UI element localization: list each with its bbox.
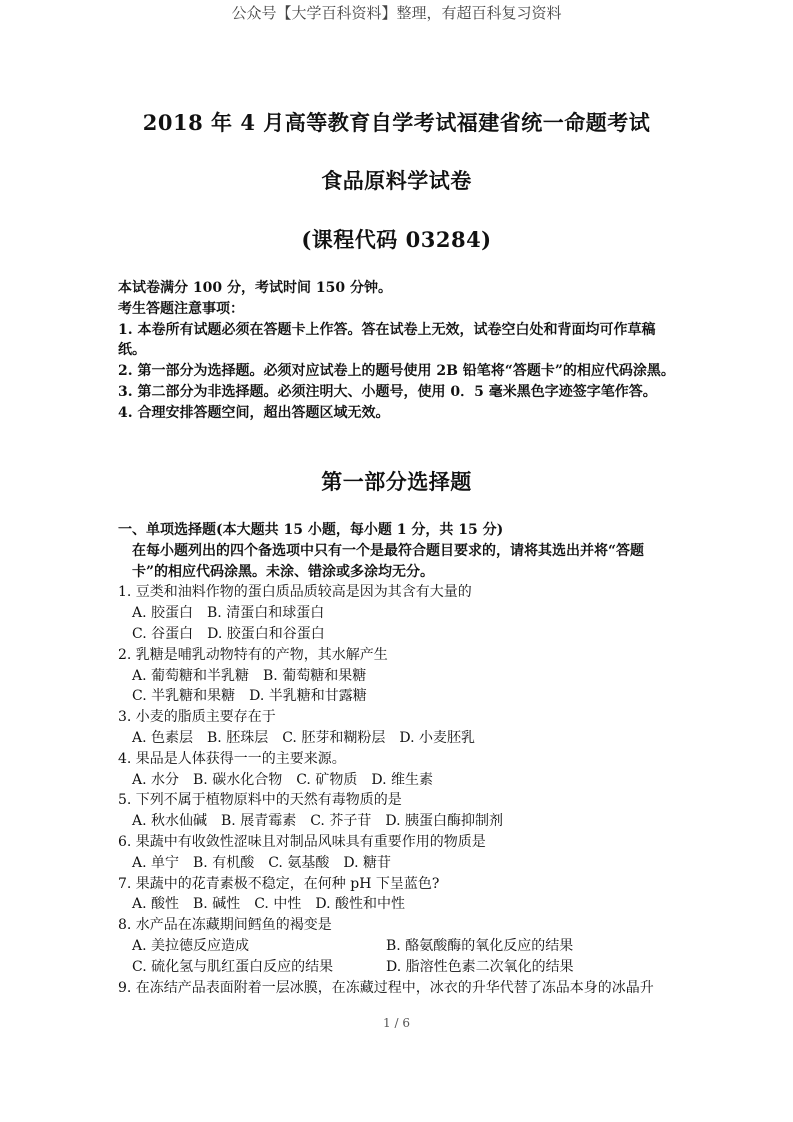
instruction-line: 3. 第二部分为非选择题。必须注明大、小题号，使用 0．5 毫米黑色字迹签字笔作答。 (118, 383, 657, 400)
answer-option: D. 维生素 (371, 771, 433, 788)
question-stem: 8. 水产品在冻藏期间鳕鱼的褐变是 (118, 917, 332, 934)
option-row (118, 666, 678, 687)
answer-option: A. 色素层 (132, 729, 194, 746)
answer-option: A. 胶蛋白 (132, 605, 194, 622)
section-description: 在每小题列出的四个备选项中只有一个是最符合题目要求的，请将其选出并将“答题卡”的相应代码涂黑。未涂、错涂或多涂均无分。 (132, 542, 645, 580)
instruction-line: 4. 合理安排答题空间，超出答题区域无效。 (118, 404, 390, 421)
answer-option: D. 小麦胚乳 (399, 729, 475, 746)
option-row (118, 728, 678, 749)
answer-option: A. 酸性 (132, 896, 180, 913)
question-stem: 6. 果蔬中有收敛性涩味且对制品风味具有重要作用的物质是 (118, 833, 486, 850)
instruction-line: 1. 本卷所有试题必须在答题卡上作答。答在试卷上无效，试卷空白处和背面均可作草稿纸。 (118, 321, 656, 359)
option-row (118, 811, 678, 832)
option-row (118, 624, 678, 645)
answer-option: D. 糖苷 (343, 854, 391, 871)
answer-option: C. 硫化氢与肌红蛋白反应的结果 (132, 958, 334, 975)
question-list (118, 582, 678, 998)
option-row (118, 894, 678, 915)
answer-option: B. 清蛋白和球蛋白 (207, 605, 325, 622)
answer-option: C. 氨基酸 (268, 854, 330, 871)
course-code: (课程代码 03284) (301, 227, 492, 252)
answer-option: A. 葡萄糖和半乳糖 (132, 667, 250, 684)
answer-option: C. 半乳糖和果糖 (132, 688, 236, 705)
answer-option: D. 酸性和中性 (315, 896, 405, 913)
question-area (118, 520, 678, 998)
page-number: 1 / 6 (383, 1016, 410, 1030)
option-row (118, 603, 678, 624)
answer-option: A. 水分 (132, 771, 180, 788)
question-stem: 4. 果品是人体获得一一的主要来源。 (118, 750, 346, 767)
section-heading: 一、单项选择题(本大题共 15 小题，每小题 1 分，共 15 分) (118, 522, 504, 538)
option-row (118, 686, 678, 707)
option-row (118, 770, 678, 791)
answer-option: C. 谷蛋白 (132, 625, 194, 642)
answer-option: A. 美拉德反应造成 (132, 937, 250, 954)
page-header: 公众号【大学百科资料】整理，有超百科复习资料 (231, 4, 562, 22)
answer-option: C. 胚芽和糊粉层 (282, 729, 386, 746)
option-row (118, 936, 678, 957)
question-stem: 3. 小麦的脂质主要存在于 (118, 709, 276, 726)
answer-option: C. 中性 (254, 896, 302, 913)
answer-option: D. 胶蛋白和谷蛋白 (207, 625, 325, 642)
option-row (118, 957, 678, 978)
option-row (118, 853, 678, 874)
answer-option: D. 半乳糖和甘露糖 (249, 688, 367, 705)
answer-option: A. 单宁 (132, 854, 180, 871)
answer-option: B. 有机酸 (193, 854, 255, 871)
answer-option: B. 碳水化合物 (193, 771, 283, 788)
answer-option: D. 胰蛋白酶抑制剂 (385, 813, 503, 830)
instruction-line: 考生答题注意事项： (118, 300, 244, 317)
question-stem: 2. 乳糖是哺乳动物特有的产物，其水解产生 (118, 646, 388, 663)
answer-option: B. 葡萄糖和果糖 (263, 667, 367, 684)
question-stem: 5. 下列不属于植物原料中的天然有毒物质的是 (118, 792, 402, 809)
question-stem: 1. 豆类和油料作物的蛋白质品质较高是因为其含有大量的 (118, 584, 472, 601)
instruction-line: 本试卷满分 100 分，考试时间 150 分钟。 (118, 280, 392, 296)
exam-subject: 食品原料学试卷 (321, 168, 472, 193)
answer-option: A. 秋水仙碱 (132, 813, 208, 830)
answer-option: C. 矿物质 (296, 771, 358, 788)
answer-option: B. 展青霉素 (221, 813, 297, 830)
answer-option: B. 酪氨酸酶的氧化反应的结果 (386, 937, 574, 954)
answer-option: C. 芥子苷 (310, 813, 372, 830)
answer-option: D. 脂溶性色素二次氧化的结果 (386, 958, 574, 975)
instructions (118, 278, 678, 424)
instruction-line: 2. 第一部分为选择题。必须对应试卷上的题号使用 2B 铅笔将“答题卡”的相应代码涂黑。 (118, 363, 675, 380)
part-title: 第一部分选择题 (321, 469, 472, 494)
answer-option: B. 胚珠层 (207, 729, 269, 746)
question-stem: 9. 在冻结产品表面附着一层冰膜，在冻藏过程中，冰衣的升华代替了冻品本身的冰晶升 (118, 979, 654, 996)
question-stem: 7. 果蔬中的花青素极不稳定，在何种 pH 下呈蓝色? (118, 875, 440, 892)
exam-title: 2018 年 4 月高等教育自学考试福建省统一命题考试 (142, 110, 651, 135)
answer-option: B. 碱性 (193, 896, 241, 913)
